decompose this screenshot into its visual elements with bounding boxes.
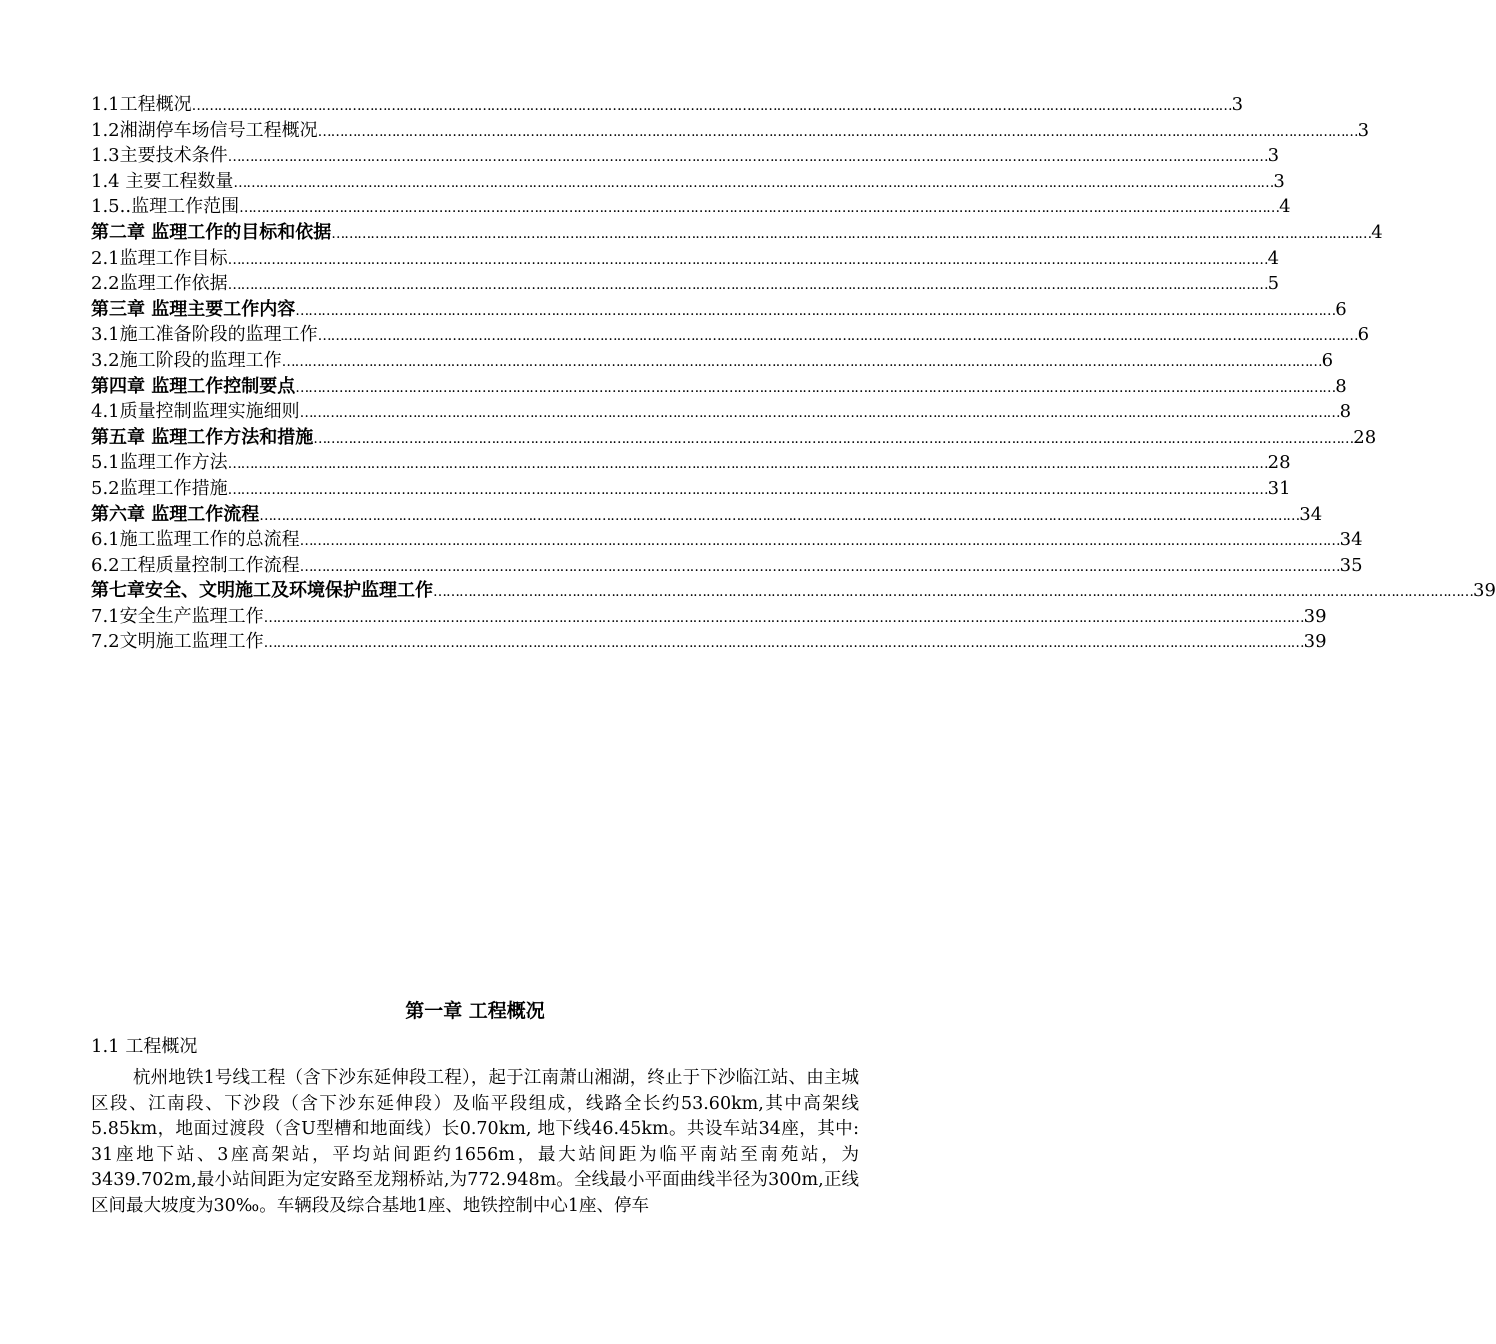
toc-entry-label: 第四章 监理工作控制要点 <box>91 375 296 397</box>
toc-entry[interactable] <box>91 450 1291 476</box>
toc-entry-label: 7.1安全生产监理工作 <box>91 605 264 627</box>
toc-entry-label: 1.4 主要工程数量 <box>91 170 234 192</box>
toc-entry-label: 3.2施工阶段的监理工作 <box>91 349 282 371</box>
toc-entry-label: 第七章安全、文明施工及环境保护监理工作 <box>91 580 433 602</box>
toc-entry-label: 1.2湘湖停车场信号工程概况 <box>91 119 318 141</box>
toc-leader-dots: …………………………………………………………………………………………………………………………………………………………………………………………………………………… <box>295 302 1336 319</box>
toc-leader-dots: …………………………………………………………………………………………………………………………………………………………………………………………………………………… <box>299 533 1340 550</box>
toc-page-number: 6 <box>1335 298 1347 320</box>
toc-page-number: 8 <box>1339 401 1352 423</box>
toc-page-number: 4 <box>1371 221 1383 243</box>
toc-leader-dots: …………………………………………………………………………………………………………………………………………………………………………………………………………………… <box>227 456 1268 473</box>
toc-entry[interactable] <box>91 118 1370 144</box>
toc-entry-label: 5.2监理工作措施 <box>91 477 228 499</box>
table-of-contents <box>91 92 1496 655</box>
toc-chapter-entry[interactable] <box>91 502 1323 528</box>
toc-entry-label: 2.1监理工作目标 <box>91 247 228 269</box>
toc-entry-label: 第五章 监理工作方法和措施 <box>91 426 314 448</box>
toc-entry[interactable] <box>91 399 1352 425</box>
toc-leader-dots: …………………………………………………………………………………………………………………………………………………………………………………………………………………… <box>433 584 1473 601</box>
toc-leader-dots: …………………………………………………………………………………………………………………………………………………………………………………………………………………… <box>317 328 1358 345</box>
toc-entry-label: 第二章 监理工作的目标和依据 <box>91 221 332 243</box>
toc-leader-dots: …………………………………………………………………………………………………………………………………………………………………………………………………………………… <box>227 149 1268 166</box>
toc-entry-label: 1.1工程概况 <box>91 94 192 115</box>
toc-page-number: 28 <box>1267 452 1291 474</box>
toc-chapter-entry[interactable] <box>91 374 1347 400</box>
toc-page-number: 3 <box>1273 170 1285 192</box>
toc-leader-dots: …………………………………………………………………………………………………………………………………………………………………………………………………………………… <box>191 98 1232 114</box>
toc-chapter-entry[interactable] <box>91 297 1347 323</box>
toc-leader-dots: …………………………………………………………………………………………………………………………………………………………………………………………………………………… <box>263 635 1304 652</box>
toc-page-number: 34 <box>1339 529 1363 551</box>
toc-leader-dots: …………………………………………………………………………………………………………………………………………………………………………………………………………………… <box>317 123 1358 140</box>
toc-page-number: 3 <box>1357 119 1370 141</box>
toc-entry-label: 第三章 监理主要工作内容 <box>91 298 296 320</box>
toc-leader-dots: …………………………………………………………………………………………………………………………………………………………………………………………………………………… <box>313 430 1354 447</box>
toc-page-number: 39 <box>1303 631 1327 653</box>
toc-page-number: 4 <box>1267 247 1280 269</box>
toc-leader-dots: …………………………………………………………………………………………………………………………………………………………………………………………………………………… <box>299 405 1340 422</box>
toc-page-number: 6 <box>1357 324 1370 346</box>
toc-entry[interactable] <box>91 169 1285 195</box>
toc-entry-label: 3.1施工准备阶段的监理工作 <box>91 324 318 346</box>
toc-entry[interactable] <box>91 92 1244 118</box>
body-paragraph: 杭州地铁1号线工程（含下沙东延伸段工程），起于江南萧山湘湖，终止于下沙临江站、由主城区段、江南段、下沙段（含下沙东延伸段）及临平段组成，线路全长约53.60km,其中高架线5.85km，地面过渡段（含U型槽和地面线）长0.70km, 地下线46.45km。共设车站34座，其中: 31座地下站、3座高架站，平均站间距约1656m，最大站间距为临平南站至南苑站，为3439.702m,最小站间距为定安路至龙翔桥站,为772.948m。全线最小平面曲线半径为300m,正线区间最大坡度为30‰。车辆段及综合基地1座、地铁控制中心1座、停车 <box>91 1068 859 1216</box>
toc-entry-label: 6.2工程质量控制工作流程 <box>91 554 300 576</box>
toc-page-number: 4 <box>1279 196 1291 218</box>
toc-entry-label: 5.1监理工作方法 <box>91 452 228 474</box>
toc-entry[interactable] <box>91 348 1334 374</box>
toc-page-number: 3 <box>1267 145 1280 167</box>
toc-chapter-entry[interactable] <box>91 425 1377 451</box>
toc-entry[interactable] <box>91 476 1291 502</box>
toc-page-number: 5 <box>1267 273 1280 295</box>
toc-page-number: 8 <box>1335 375 1347 397</box>
toc-leader-dots: …………………………………………………………………………………………………………………………………………………………………………………………………………………… <box>239 200 1280 217</box>
toc-entry[interactable] <box>91 527 1363 553</box>
toc-leader-dots: …………………………………………………………………………………………………………………………………………………………………………………………………………………… <box>263 609 1304 626</box>
toc-leader-dots: …………………………………………………………………………………………………………………………………………………………………………………………………………………… <box>227 277 1268 294</box>
toc-page-number: 3 <box>1231 94 1244 115</box>
toc-entry[interactable] <box>91 143 1280 169</box>
toc-entry[interactable] <box>91 553 1363 579</box>
toc-leader-dots: …………………………………………………………………………………………………………………………………………………………………………………………………………………… <box>281 353 1322 370</box>
toc-page-number: 34 <box>1299 503 1323 525</box>
toc-entry-label: 1.3主要技术条件 <box>91 145 228 167</box>
toc-chapter-entry[interactable] <box>91 578 1496 604</box>
toc-entry-label: 第六章 监理工作流程 <box>91 503 260 525</box>
toc-page-number: 28 <box>1353 426 1377 448</box>
toc-page-number: 39 <box>1303 605 1327 627</box>
toc-page-number: 31 <box>1267 477 1291 499</box>
toc-entry[interactable] <box>91 322 1370 348</box>
toc-entry[interactable] <box>91 194 1291 220</box>
toc-leader-dots: …………………………………………………………………………………………………………………………………………………………………………………………………………………… <box>259 507 1300 524</box>
toc-entry[interactable] <box>91 604 1327 630</box>
toc-page-number: 35 <box>1339 554 1363 576</box>
toc-leader-dots: …………………………………………………………………………………………………………………………………………………………………………………………………………………… <box>295 379 1336 396</box>
toc-chapter-entry[interactable] <box>91 220 1383 246</box>
section-heading: 1.1 工程概况 <box>91 1036 198 1057</box>
toc-entry-label: 2.2监理工作依据 <box>91 273 228 295</box>
toc-leader-dots: …………………………………………………………………………………………………………………………………………………………………………………………………………………… <box>227 251 1268 268</box>
toc-page-number: 6 <box>1321 349 1334 371</box>
toc-leader-dots: …………………………………………………………………………………………………………………………………………………………………………………………………………………… <box>331 225 1372 242</box>
toc-entry-label: 4.1质量控制监理实施细则 <box>91 401 300 423</box>
toc-entry-label: 6.1施工监理工作的总流程 <box>91 529 300 551</box>
toc-entry[interactable] <box>91 246 1280 272</box>
toc-page-number: 39 <box>1473 580 1496 602</box>
toc-entry[interactable] <box>91 271 1280 297</box>
toc-entry[interactable] <box>91 629 1327 655</box>
toc-leader-dots: …………………………………………………………………………………………………………………………………………………………………………………………………………………… <box>233 174 1274 191</box>
toc-leader-dots: …………………………………………………………………………………………………………………………………………………………………………………………………………………… <box>227 481 1268 498</box>
chapter-title: 第一章 工程概况 <box>405 1000 545 1022</box>
toc-entry-label: 7.2文明施工监理工作 <box>91 631 264 653</box>
toc-leader-dots: …………………………………………………………………………………………………………………………………………………………………………………………………………………… <box>299 558 1340 575</box>
toc-entry-label: 1.5..监理工作范围 <box>91 196 240 218</box>
